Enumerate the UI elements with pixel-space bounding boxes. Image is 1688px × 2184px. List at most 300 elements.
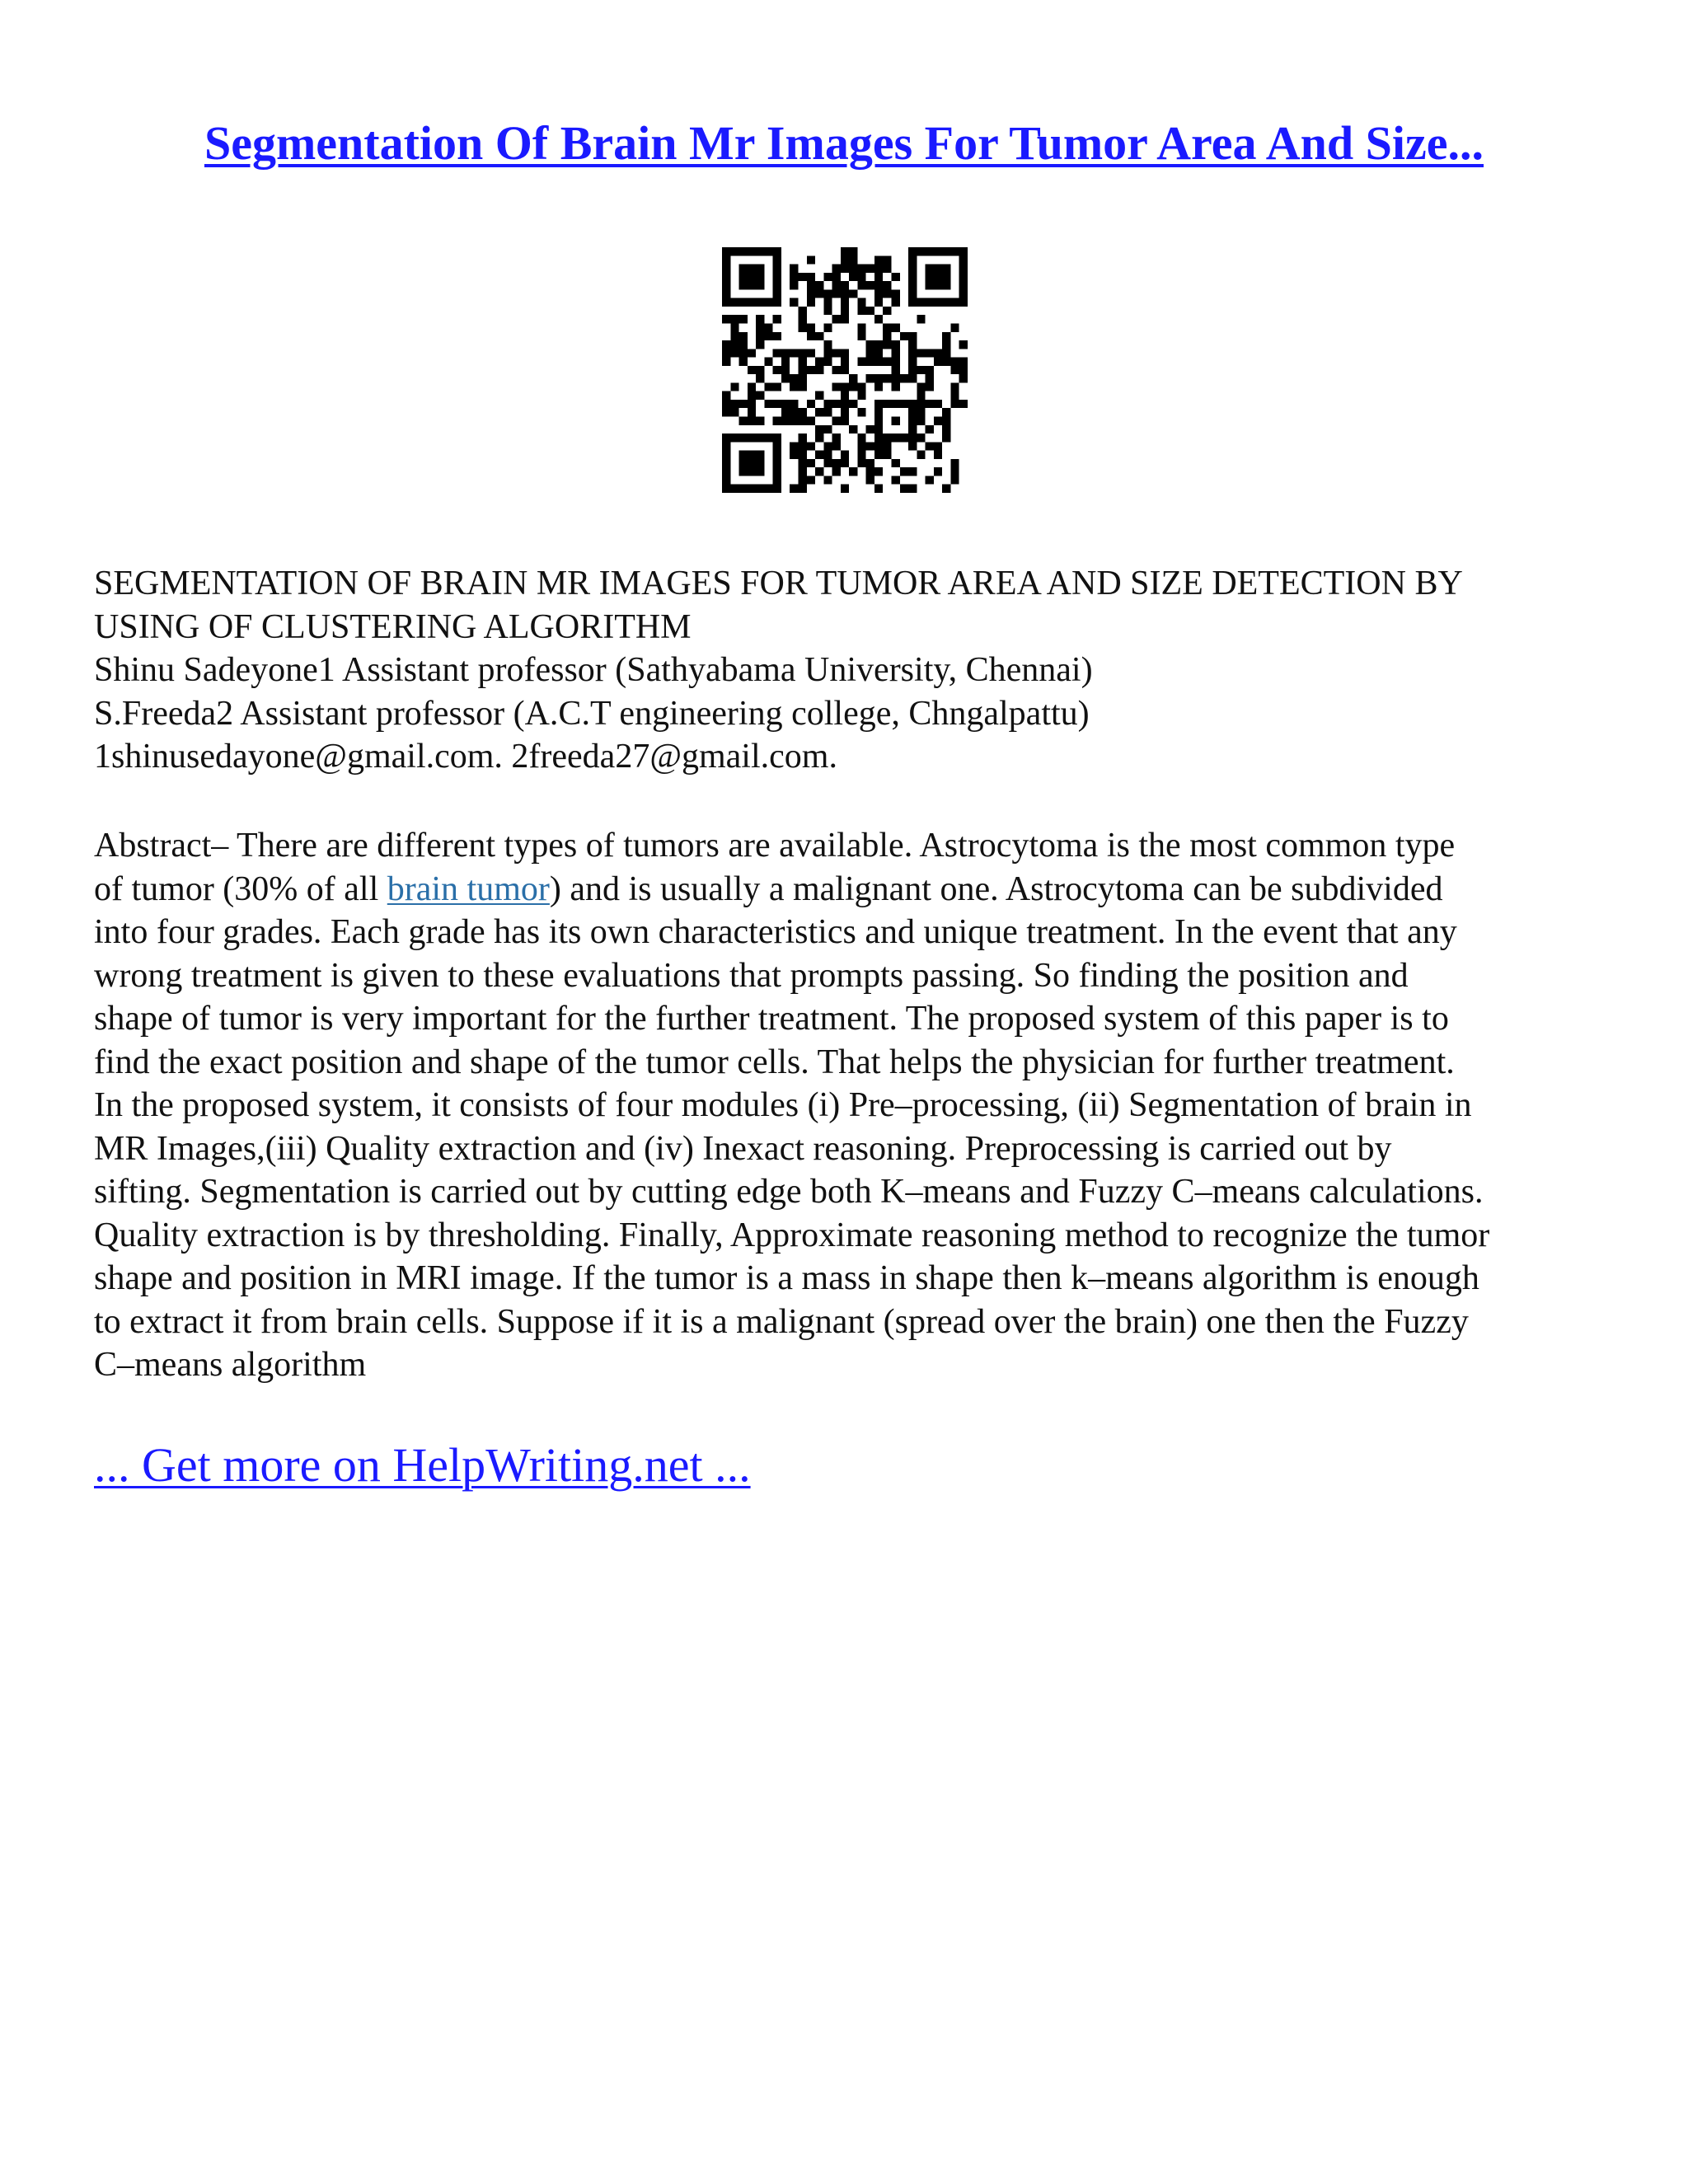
- qr-module: [849, 255, 857, 264]
- qr-module: [748, 485, 756, 493]
- qr-module: [823, 273, 832, 281]
- qr-module: [798, 366, 806, 374]
- qr-module: [841, 408, 849, 416]
- qr-module: [815, 425, 823, 434]
- qr-module: [866, 476, 874, 484]
- qr-module: [807, 281, 815, 289]
- qr-module: [942, 349, 950, 357]
- qr-module: [917, 434, 925, 442]
- qr-module: [883, 374, 891, 382]
- paper-title-line-1: SEGMENTATION OF BRAIN MR IMAGES FOR TUMOR AREA AND SIZE DETECTION BY: [94, 565, 1463, 602]
- qr-module: [849, 289, 857, 298]
- qr-module: [950, 298, 959, 307]
- qr-module: [756, 417, 764, 425]
- qr-module: [908, 281, 917, 289]
- qr-module: [959, 366, 968, 374]
- qr-module: [841, 451, 849, 459]
- qr-module: [722, 400, 730, 408]
- qr-module: [841, 265, 849, 273]
- qr-module: [773, 289, 781, 298]
- qr-module: [892, 340, 900, 349]
- qr-module: [874, 400, 883, 408]
- qr-module: [815, 332, 823, 340]
- qr-module: [739, 451, 748, 459]
- abstract-line: MR Images,(iii) Quality extraction and (iv) Inexact reasoning. Preprocessing is carried out by: [94, 1129, 1392, 1168]
- qr-module: [874, 442, 883, 450]
- qr-module: [892, 382, 900, 391]
- qr-module: [892, 459, 900, 467]
- abstract-line: In the proposed system, it consists of four modules (i) Pre–processing, (ii) Segmentation of brain in: [94, 1086, 1472, 1124]
- qr-module: [807, 400, 815, 408]
- qr-module: [773, 417, 781, 425]
- qr-module: [807, 349, 815, 357]
- qr-module: [874, 265, 883, 273]
- qr-module: [874, 281, 883, 289]
- qr-module: [857, 451, 865, 459]
- qr-module: [756, 391, 764, 400]
- qr-module: [722, 265, 730, 273]
- qr-module: [841, 298, 849, 307]
- qr-module: [798, 273, 806, 281]
- qr-module: [857, 459, 865, 467]
- qr-module: [722, 273, 730, 281]
- qr-module: [866, 358, 874, 366]
- qr-module: [773, 434, 781, 442]
- qr-module: [892, 434, 900, 442]
- qr-module: [730, 400, 738, 408]
- qr-module: [892, 358, 900, 366]
- qr-module: [883, 323, 891, 331]
- qr-module: [908, 247, 917, 255]
- qr-module: [748, 408, 756, 416]
- qr-module: [773, 400, 781, 408]
- qr-module: [900, 374, 908, 382]
- qr-module: [748, 265, 756, 273]
- qr-module: [917, 247, 925, 255]
- qr-module: [807, 289, 815, 298]
- qr-module: [790, 349, 798, 357]
- qr-module: [874, 467, 883, 476]
- qr-module: [739, 332, 748, 340]
- qr-module: [866, 442, 874, 450]
- qr-module: [781, 417, 790, 425]
- qr-module: [866, 349, 874, 357]
- qr-module: [832, 289, 841, 298]
- qr-module: [739, 273, 748, 281]
- qr-module: [823, 451, 832, 459]
- qr-module: [832, 315, 841, 323]
- qr-module: [832, 366, 841, 374]
- qr-module: [798, 451, 806, 459]
- qr-module: [790, 265, 798, 273]
- qr-module: [874, 340, 883, 349]
- qr-module: [815, 467, 823, 476]
- qr-module: [823, 298, 832, 307]
- qr-module: [926, 442, 934, 450]
- qr-module: [815, 408, 823, 416]
- qr-module: [773, 366, 781, 374]
- qr-module: [959, 265, 968, 273]
- qr-module: [773, 349, 781, 357]
- qr-module: [892, 323, 900, 331]
- paper-header: [94, 562, 1611, 779]
- qr-module: [756, 323, 764, 331]
- qr-module: [950, 247, 959, 255]
- qr-module: [900, 467, 908, 476]
- qr-module: [790, 417, 798, 425]
- qr-module: [781, 374, 790, 382]
- abstract-line: C–means algorithm: [94, 1346, 367, 1384]
- qr-module: [807, 332, 815, 340]
- qr-module: [942, 340, 950, 349]
- qr-module: [730, 332, 738, 340]
- qr-module: [942, 265, 950, 273]
- qr-module: [857, 265, 865, 273]
- qr-module: [908, 374, 917, 382]
- qr-module: [950, 400, 959, 408]
- qr-module: [849, 247, 857, 255]
- qr-module: [874, 425, 883, 434]
- qr-module: [823, 307, 832, 315]
- qr-module: [756, 467, 764, 476]
- author-line-2: S.Freeda2 Assistant professor (A.C.T engineering college, Chngalpattu): [94, 694, 1090, 733]
- qr-module: [790, 451, 798, 459]
- qr-module: [883, 442, 891, 450]
- qr-module: [764, 247, 772, 255]
- qr-module: [756, 315, 764, 323]
- qr-module: [722, 459, 730, 467]
- qr-module: [866, 340, 874, 349]
- qr-module: [773, 273, 781, 281]
- qr-module: [857, 391, 865, 400]
- qr-module: [823, 442, 832, 450]
- qr-module: [739, 485, 748, 493]
- qr-module: [841, 358, 849, 366]
- qr-module: [790, 281, 798, 289]
- qr-module: [832, 459, 841, 467]
- author-emails: 1shinusedayone@gmail.com. 2freeda27@gmail.com.: [94, 738, 837, 776]
- qr-module: [722, 340, 730, 349]
- qr-module: [764, 382, 772, 391]
- qr-module: [883, 434, 891, 442]
- qr-module: [883, 332, 891, 340]
- abstract-text: ) and is usually a malignant one. Astrocytoma can be subdivided: [549, 869, 1443, 908]
- qr-module: [773, 476, 781, 484]
- qr-module: [781, 358, 790, 366]
- qr-module: [807, 323, 815, 331]
- qr-module: [942, 434, 950, 442]
- qr-module: [832, 467, 841, 476]
- qr-module: [926, 366, 934, 374]
- abstract-line: [94, 868, 1611, 912]
- qr-module: [730, 408, 738, 416]
- qr-module: [942, 425, 950, 434]
- title-link[interactable]: Segmentation Of Brain Mr Images For Tumor Area And Size...: [204, 116, 1484, 170]
- qr-module: [722, 315, 730, 323]
- qr-module: [739, 417, 748, 425]
- qr-module: [874, 434, 883, 442]
- qr-module: [815, 434, 823, 442]
- qr-module: [841, 400, 849, 408]
- qr-module: [722, 451, 730, 459]
- qr-module: [748, 273, 756, 281]
- qr-module: [926, 247, 934, 255]
- qr-module: [857, 358, 865, 366]
- qr-module: [722, 467, 730, 476]
- qr-module: [730, 315, 738, 323]
- qr-module: [874, 255, 883, 264]
- qr-module: [722, 255, 730, 264]
- qr-module: [730, 298, 738, 307]
- qr-module: [917, 298, 925, 307]
- qr-module: [748, 467, 756, 476]
- qr-module: [773, 247, 781, 255]
- qr-module: [883, 307, 891, 315]
- qr-module: [934, 247, 942, 255]
- qr-module: [917, 451, 925, 459]
- qr-module: [917, 408, 925, 416]
- qr-module: [841, 315, 849, 323]
- qr-module: [748, 349, 756, 357]
- qr-module: [883, 265, 891, 273]
- qr-module: [790, 374, 798, 382]
- qr-module: [908, 332, 917, 340]
- qr-module: [874, 417, 883, 425]
- qr-module: [807, 459, 815, 467]
- qr-module: [832, 281, 841, 289]
- qr-module: [908, 255, 917, 264]
- qr-module: [748, 382, 756, 391]
- qr-module: [892, 298, 900, 307]
- qr-module: [773, 467, 781, 476]
- qr-module: [790, 273, 798, 281]
- qr-module: [790, 408, 798, 416]
- qr-module: [748, 434, 756, 442]
- qr-module: [849, 425, 857, 434]
- qr-module: [908, 485, 917, 493]
- abstract-line: shape of tumor is very important for the further treatment. The proposed system of this paper is to: [94, 1000, 1449, 1038]
- qr-module: [764, 485, 772, 493]
- qr-module: [908, 273, 917, 281]
- qr-module: [926, 400, 934, 408]
- qr-module: [857, 382, 865, 391]
- qr-module: [874, 485, 883, 493]
- qr-module: [773, 315, 781, 323]
- qr-module: [874, 298, 883, 307]
- qr-module: [841, 391, 849, 400]
- qr-module: [773, 255, 781, 264]
- qr-module: [748, 298, 756, 307]
- qr-module: [934, 281, 942, 289]
- qr-module: [807, 442, 815, 450]
- qr-module: [756, 298, 764, 307]
- qr-module: [917, 400, 925, 408]
- paper-title-line-2: USING OF CLUSTERING ALGORITHM: [94, 607, 692, 646]
- qr-module: [908, 425, 917, 434]
- qr-module: [730, 247, 738, 255]
- qr-module: [798, 323, 806, 331]
- qr-module: [798, 485, 806, 493]
- qr-module: [773, 442, 781, 450]
- qr-module: [883, 289, 891, 298]
- qr-module: [849, 374, 857, 382]
- qr-module: [832, 265, 841, 273]
- qr-module: [892, 374, 900, 382]
- qr-module: [892, 289, 900, 298]
- qr-module: [934, 273, 942, 281]
- qr-module: [739, 349, 748, 357]
- qr-module: [756, 247, 764, 255]
- qr-module: [764, 332, 772, 340]
- get-more-link[interactable]: ... Get more on HelpWriting.net ...: [94, 1438, 751, 1492]
- qr-module: [832, 442, 841, 450]
- qr-module: [748, 366, 756, 374]
- qr-module: [950, 459, 959, 467]
- qr-module: [798, 467, 806, 476]
- qr-module: [764, 323, 772, 331]
- qr-module: [832, 349, 841, 357]
- qr-module: [857, 434, 865, 442]
- abstract-text: of tumor (30% of all: [94, 869, 387, 908]
- qr-module: [959, 281, 968, 289]
- qr-module: [722, 358, 730, 366]
- qr-module: [798, 307, 806, 315]
- qr-module: [934, 358, 942, 366]
- qr-module: [748, 247, 756, 255]
- qr-module: [773, 459, 781, 467]
- qr-code-icon: [722, 247, 968, 493]
- qr-module: [908, 408, 917, 416]
- qr-module: [908, 400, 917, 408]
- qr-module: [892, 476, 900, 484]
- qr-module: [764, 400, 772, 408]
- qr-module: [841, 255, 849, 264]
- qr-module: [917, 417, 925, 425]
- qr-module: [874, 382, 883, 391]
- qr-module: [874, 358, 883, 366]
- qr-module: [908, 366, 917, 374]
- qr-module: [748, 417, 756, 425]
- qr-module: [866, 265, 874, 273]
- qr-module: [841, 485, 849, 493]
- qr-module: [764, 298, 772, 307]
- qr-module: [722, 247, 730, 255]
- qr-module: [722, 408, 730, 416]
- qr-module: [756, 340, 764, 349]
- qr-module: [815, 366, 823, 374]
- qr-module: [892, 400, 900, 408]
- qr-module: [934, 417, 942, 425]
- qr-module: [790, 442, 798, 450]
- qr-module: [959, 298, 968, 307]
- qr-module: [798, 349, 806, 357]
- qr-module: [926, 265, 934, 273]
- qr-module: [950, 476, 959, 484]
- qr-module: [756, 485, 764, 493]
- qr-module: [926, 281, 934, 289]
- qr-module: [926, 476, 934, 484]
- qr-module: [832, 434, 841, 442]
- qr-module: [892, 366, 900, 374]
- qr-module: [739, 358, 748, 366]
- qr-module: [756, 281, 764, 289]
- qr-module: [756, 273, 764, 281]
- qr-module: [773, 451, 781, 459]
- qr-module: [841, 247, 849, 255]
- qr-module: [730, 382, 738, 391]
- qr-module: [942, 332, 950, 340]
- qr-module: [934, 298, 942, 307]
- qr-module: [866, 425, 874, 434]
- qr-module: [739, 298, 748, 307]
- qr-module: [959, 273, 968, 281]
- qr-module: [950, 467, 959, 476]
- qr-module: [874, 273, 883, 281]
- qr-module: [756, 265, 764, 273]
- qr-module: [942, 358, 950, 366]
- qr-module: [883, 281, 891, 289]
- qr-module: [849, 400, 857, 408]
- qr-module: [773, 485, 781, 493]
- qr-module: [722, 434, 730, 442]
- qr-module: [798, 408, 806, 416]
- qr-module: [807, 476, 815, 484]
- qr-module: [798, 315, 806, 323]
- qr-module: [756, 451, 764, 459]
- qr-module: [841, 366, 849, 374]
- qr-module: [841, 281, 849, 289]
- qr-module: [959, 289, 968, 298]
- qr-module: [959, 255, 968, 264]
- qr-module: [874, 289, 883, 298]
- qr-module: [926, 425, 934, 434]
- qr-module: [866, 459, 874, 467]
- qr-module: [781, 366, 790, 374]
- qr-module: [849, 382, 857, 391]
- qr-module: [942, 273, 950, 281]
- qr-module: [798, 442, 806, 450]
- qr-module: [926, 374, 934, 382]
- qr-module: [781, 408, 790, 416]
- qr-module: [841, 417, 849, 425]
- qr-module: [756, 374, 764, 382]
- qr-module: [739, 340, 748, 349]
- abstract-line: into four grades. Each grade has its own characteristics and unique treatment. In the event that any: [94, 913, 1457, 951]
- brain-tumor-link[interactable]: brain tumor: [387, 869, 550, 908]
- qr-module: [908, 340, 917, 349]
- qr-module: [892, 349, 900, 357]
- qr-module: [756, 459, 764, 467]
- qr-module: [748, 451, 756, 459]
- qr-module: [857, 332, 865, 340]
- qr-module: [756, 332, 764, 340]
- qr-module: [832, 382, 841, 391]
- qr-module: [722, 281, 730, 289]
- qr-module: [908, 265, 917, 273]
- qr-module: [815, 289, 823, 298]
- qr-module: [883, 358, 891, 366]
- qr-module: [892, 273, 900, 281]
- qr-module: [908, 349, 917, 357]
- qr-module: [908, 358, 917, 366]
- qr-module: [722, 298, 730, 307]
- qr-module: [950, 358, 959, 366]
- qr-module: [917, 366, 925, 374]
- qr-module: [942, 417, 950, 425]
- qr-module: [807, 273, 815, 281]
- qr-module: [832, 417, 841, 425]
- qr-module: [959, 400, 968, 408]
